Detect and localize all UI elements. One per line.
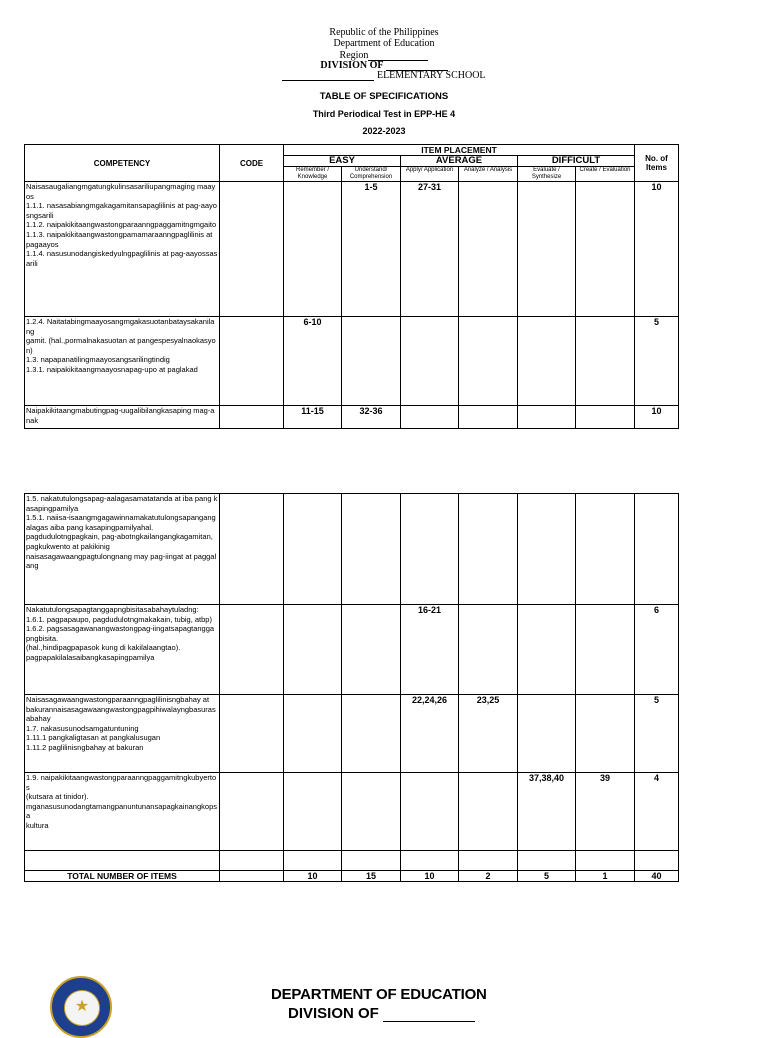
competency-cell: Naipakikitaangmabutingpag-uugalibilangkasaping mag-anak (25, 406, 220, 429)
difficult-header: DIFFICULT (518, 156, 635, 167)
item-cell (342, 851, 401, 871)
level-analyze: Analyze / Analysis (459, 167, 518, 182)
item-cell (459, 494, 518, 605)
items-count-cell (635, 851, 679, 871)
doc-school-year: 2022-2023 (362, 126, 406, 136)
competency-header: COMPETENCY (25, 145, 220, 182)
item-cell (459, 317, 518, 406)
competency-cell: 1.2.4. Naitatabingmaayosangmgakasuotanbataysakanilang gamit. (hal.,pormalnakasuotan at pangespesyalnaokasyon) 1.3. napapanatilingmaayosangsarilingtindig 1.3.1. naipakikitaangmaayosnapag-upo at paglakad (25, 317, 220, 406)
competency-cell: 1.9. naipakikitaangwastongparaanngpaggamitngkubyertos (kutsara at tinidor). mganasusunodangtamangpanuntunansapagkainangkopsa kultura (25, 773, 220, 851)
item-cell: 1-5 (342, 182, 401, 317)
item-cell (342, 605, 401, 695)
item-cell (284, 494, 342, 605)
item-cell: 37,38,40 (518, 773, 576, 851)
deped-seal-logo (50, 976, 112, 1038)
spec-table-part2 (24, 493, 679, 882)
doc-title: TABLE OF SPECIFICATIONS (319, 91, 449, 102)
table-row (25, 317, 679, 406)
total-cell: 5 (518, 871, 576, 882)
item-cell (576, 494, 635, 605)
total-row (25, 871, 679, 882)
item-cell: 32-36 (342, 406, 401, 429)
item-cell: 22,24,26 (401, 695, 459, 773)
table-row (25, 851, 679, 871)
item-cell (576, 406, 635, 429)
table-row (25, 605, 679, 695)
competency-cell (25, 851, 220, 871)
level-understand: Understand/ Comprehension (342, 167, 401, 182)
level-remember: Remember / Knowledge (284, 167, 342, 182)
item-cell (576, 182, 635, 317)
total-cell: 2 (459, 871, 518, 882)
item-placement-header: ITEM PLACEMENT (284, 145, 635, 156)
seal-emblem-icon: ★ (74, 996, 90, 1015)
item-cell (342, 773, 401, 851)
item-cell (518, 851, 576, 871)
table-row (25, 773, 679, 851)
item-cell (401, 773, 459, 851)
competency-cell: Naisasaugaliangmgatungkulinsasariliupangmaging maayos 1.1.1. nasasabiangmgakagamitansapaglilinis at pag-aayosngsarili 1.1.2. naipakikitaangwastongparaanngpaggamitngmgaito 1.1.3. naipakikitaangwastongpamamaraanngpaglilinis at pagaayos 1.1.4. nasusunodangiskedyulngpaglilinis at pag-aayossasarili (25, 182, 220, 317)
item-cell (518, 406, 576, 429)
item-cell: 11-15 (284, 406, 342, 429)
item-cell: 23,25 (459, 695, 518, 773)
item-cell (401, 851, 459, 871)
spec-table-part1 (24, 144, 679, 429)
doc-subtitle: Third Periodical Test in EPP-HE 4 (312, 109, 456, 119)
item-cell: 27-31 (401, 182, 459, 317)
no-of-items-header: No. of Items (635, 145, 679, 182)
item-cell (518, 317, 576, 406)
item-cell (518, 695, 576, 773)
items-count-cell: 10 (635, 182, 679, 317)
item-cell (284, 605, 342, 695)
items-count-cell (635, 494, 679, 605)
footer-division: DIVISION OF (288, 1004, 475, 1022)
item-cell (401, 494, 459, 605)
code-cell (220, 851, 284, 871)
total-cell: 10 (401, 871, 459, 882)
table-row (25, 406, 679, 429)
average-header: AVERAGE (401, 156, 518, 167)
item-cell: 16-21 (401, 605, 459, 695)
total-label: TOTAL NUMBER OF ITEMS (25, 871, 220, 882)
item-cell (284, 773, 342, 851)
item-cell (459, 406, 518, 429)
item-cell (576, 851, 635, 871)
table-row (25, 695, 679, 773)
item-cell (576, 695, 635, 773)
code-cell (220, 494, 284, 605)
item-cell (284, 182, 342, 317)
level-apply: Apply/ Application (401, 167, 459, 182)
code-cell (220, 605, 284, 695)
total-cell (220, 871, 284, 882)
code-cell (220, 317, 284, 406)
item-cell (401, 317, 459, 406)
table-row (25, 182, 679, 317)
items-count-cell: 4 (635, 773, 679, 851)
code-cell (220, 695, 284, 773)
easy-header: EASY (284, 156, 401, 167)
header-republic: Republic of the Philippines (329, 27, 439, 38)
total-cell: 15 (342, 871, 401, 882)
item-cell (401, 406, 459, 429)
competency-cell: Naisasagawaangwastongparaanngpaglilinisngbahay at bakurannaisasagawaangwastongpagpihiwalayngbasurasabahay 1.7. nakasusunodsamgatuntuning 1.11.1 pangkaligtasan at pangkalusugan 1.11.2 paglilinisngbahay at bakuran (25, 695, 220, 773)
total-cell: 1 (576, 871, 635, 882)
item-cell (342, 317, 401, 406)
level-create: Create / Evaluation (576, 167, 635, 182)
header-department: Department of Education (333, 38, 435, 49)
item-cell: 6-10 (284, 317, 342, 406)
item-cell (576, 317, 635, 406)
items-count-cell: 10 (635, 406, 679, 429)
header-school: ELEMENTARY SCHOOL (0, 69, 768, 81)
code-header: CODE (220, 145, 284, 182)
competency-cell: Nakatutulongsapagtanggapngbisitasabahaytuladng: 1.6.1. pagpapaupo, pagdudulotngmakakain, tubig, atbp) 1.6.2. pagsasagawanangwastongpag-iingatsapagtanggapngbisita. (hal.,hindipagpapasok kung di kakilalaangtao). pagpapakilalasaibangkasapingpamilya (25, 605, 220, 695)
item-cell (459, 182, 518, 317)
items-count-cell: 5 (635, 317, 679, 406)
item-cell (518, 494, 576, 605)
item-cell (576, 605, 635, 695)
item-cell (284, 851, 342, 871)
item-cell (284, 695, 342, 773)
competency-cell: 1.5. nakatutulongsapag-aalagasamatatanda at iba pang kasapingpamilya 1.5.1. naiisa-isaangmgagawinnamakatutulongsapangangalagas aiba pang kasapingpamilyahal. pagdudulotngpagkain, pag-abotngkailangangkagamitan, pagkukwento at pakikinig naisasagawaangpagtulongnang may pag-iingat at paggalang (25, 494, 220, 605)
table-row (25, 494, 679, 605)
item-cell (342, 494, 401, 605)
grand-total: 40 (635, 871, 679, 882)
header-region: Region (0, 49, 768, 61)
items-count-cell: 5 (635, 695, 679, 773)
header-division: DIVISION OF (0, 59, 768, 71)
item-cell (459, 605, 518, 695)
level-evaluate: Evaluate / Synthesize (518, 167, 576, 182)
code-cell (220, 406, 284, 429)
footer-department: DEPARTMENT OF EDUCATION (271, 986, 487, 1003)
item-cell: 39 (576, 773, 635, 851)
item-cell (459, 773, 518, 851)
code-cell (220, 182, 284, 317)
item-cell (518, 605, 576, 695)
item-cell (342, 695, 401, 773)
item-cell (459, 851, 518, 871)
item-cell (518, 182, 576, 317)
total-cell: 10 (284, 871, 342, 882)
items-count-cell: 6 (635, 605, 679, 695)
code-cell (220, 773, 284, 851)
